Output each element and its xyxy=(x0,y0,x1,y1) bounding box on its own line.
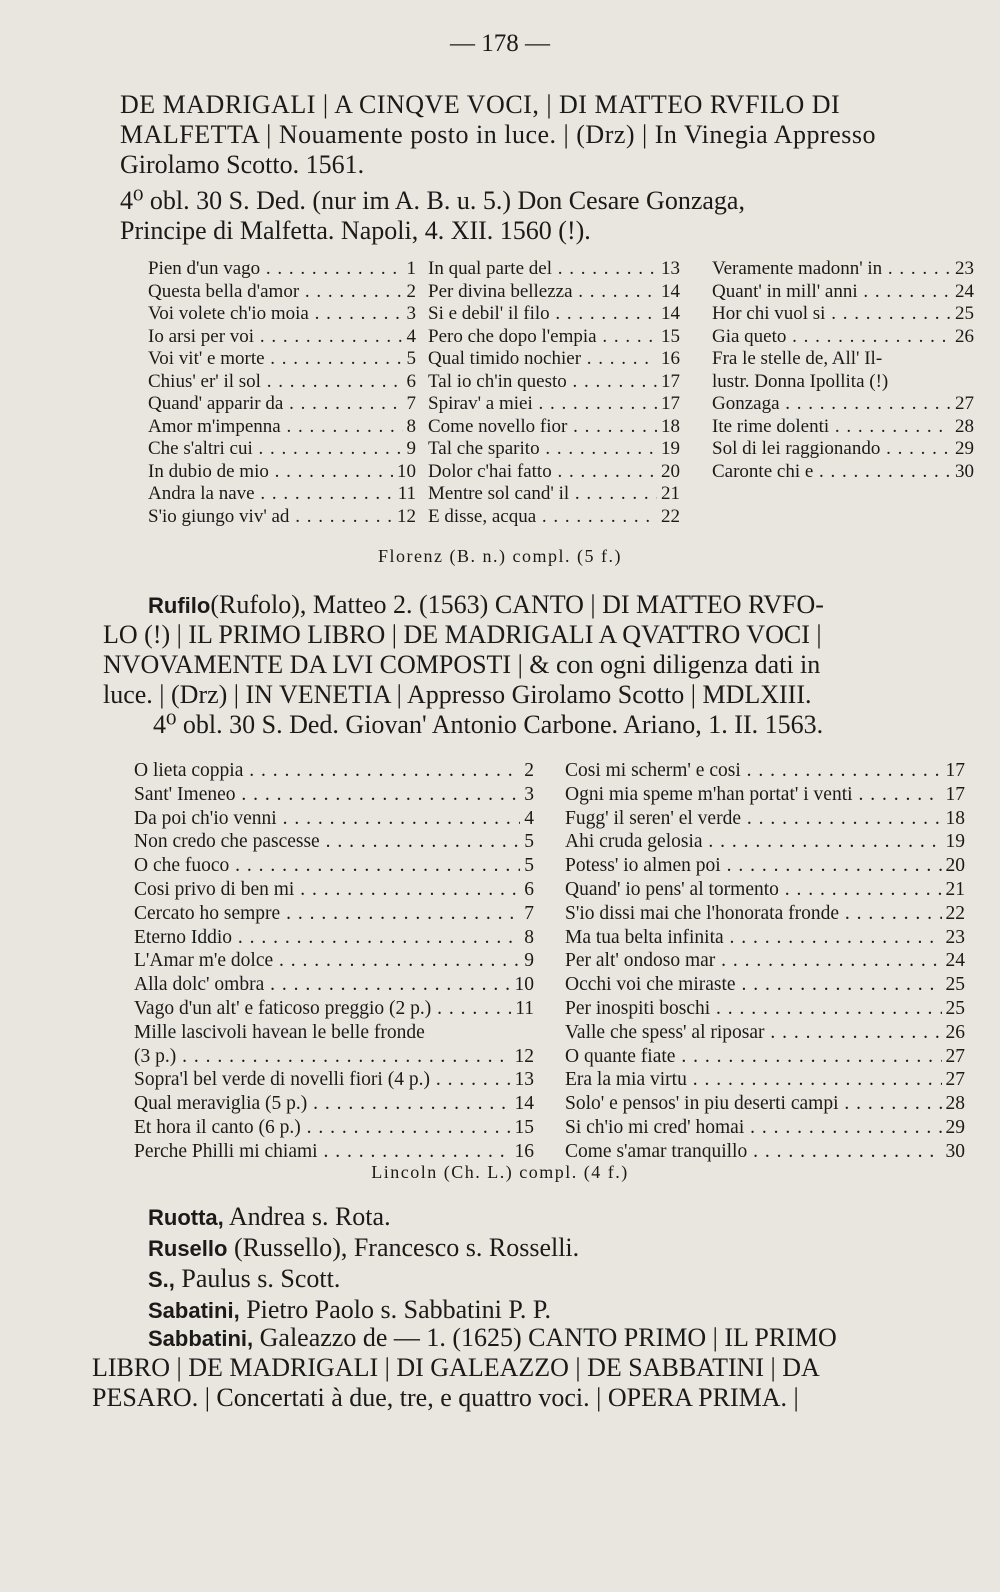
index-entry xyxy=(134,950,534,974)
index-entry-title: O quante fiate . . . xyxy=(565,1046,942,1068)
index-entry-title: Valle che spess' al riposar . . . xyxy=(565,1022,942,1044)
index-entry-title: Ite rime dolenti . . . xyxy=(712,416,951,438)
index-entry-title: Quand' io pens' al tormento . . . xyxy=(565,879,942,901)
index-entry xyxy=(712,348,974,371)
entry-3-description xyxy=(92,1325,982,1415)
index-entry-number: 14 xyxy=(661,303,680,324)
index-entry xyxy=(565,879,965,903)
index-entry-title: Andra la nave . . . xyxy=(148,483,394,505)
index-entry-number: 17 xyxy=(945,783,965,805)
index-entry xyxy=(134,1141,534,1165)
index-entry xyxy=(134,1117,534,1141)
index-entry-title: Questa bella d'amor . . . xyxy=(148,281,403,303)
index-entry xyxy=(428,483,680,506)
index-entry xyxy=(134,855,534,879)
index-entry xyxy=(148,393,416,416)
index-entry-title: Quand' apparir da . . . xyxy=(148,393,403,415)
reference-line: Sabatini, Pietro Paolo s. Sabbatini P. P. xyxy=(148,1295,552,1324)
index-entry-title: Ma tua belta infinita . . . xyxy=(565,927,942,949)
index-entry xyxy=(712,461,974,484)
index-entry-number: 19 xyxy=(945,831,965,853)
index-entry-number: 7 xyxy=(524,902,534,924)
index-entry xyxy=(428,258,680,281)
index-entry xyxy=(134,808,534,832)
index-entry-number: 12 xyxy=(397,505,416,527)
index-entry-title: Solo' e pensos' in piu deserti campi . . . xyxy=(565,1093,942,1115)
index-entry xyxy=(565,831,965,855)
index-entry-number: 28 xyxy=(955,415,974,437)
index-entry xyxy=(148,281,416,304)
entry-1-line: 4⁰ obl. 30 S. Ded. (nur im A. B. u. 5.) Don Cesare Gonzaga, xyxy=(120,186,745,215)
index-entry xyxy=(148,303,416,326)
index-entry-title: Voi volete ch'io moia . . . xyxy=(148,303,403,325)
index-entry-number: 16 xyxy=(514,1140,534,1162)
index-entry-number: 6 xyxy=(524,878,534,900)
index-entry-number: 27 xyxy=(945,1045,965,1067)
index-entry-title: Hor chi vuol si . . . xyxy=(712,303,951,325)
index-entry-number: 11 xyxy=(397,483,416,504)
index-entry-number: 26 xyxy=(945,1021,965,1043)
index-entry-number: 30 xyxy=(955,460,974,482)
index-entry xyxy=(712,371,974,394)
index-entry xyxy=(712,393,974,416)
index-entry-title: Veramente madonn' in . . . xyxy=(712,258,951,280)
index-entry-title: Sol di lei raggionando . . . xyxy=(712,438,951,460)
entry-2-line: 4⁰ obl. 30 S. Ded. Giovan' Antonio Carbone. Ariano, 1. II. 1563. xyxy=(153,710,824,739)
index-entry-number: 24 xyxy=(955,280,974,302)
entry-2-name: Rufilo xyxy=(148,593,211,618)
index-entry-title: E disse, acqua . . . xyxy=(428,506,657,528)
entry-1-holding: Florenz (B. n.) compl. (5 f.) xyxy=(378,546,622,566)
entry-3-line: LIBRO | DE MADRIGALI | DI GALEAZZO | DE SABBATINI | DA xyxy=(92,1353,820,1382)
index-entry-number: 22 xyxy=(945,902,965,924)
index-entry-title: Chius' er' il sol . . . xyxy=(148,371,403,393)
index-entry-number: 13 xyxy=(661,258,680,279)
index-entry xyxy=(565,1141,965,1165)
index-entry xyxy=(712,438,974,461)
index-entry xyxy=(134,1022,534,1046)
index-entry-title: Si ch'io mi cred' homai . . . xyxy=(565,1117,942,1139)
index-entry-number: 29 xyxy=(955,438,974,459)
index-entry-number: 10 xyxy=(514,974,534,996)
index-entry xyxy=(428,416,680,439)
reference-line: Rusello (Russello), Francesco s. Rosselli. xyxy=(148,1233,580,1262)
index-entry xyxy=(428,438,680,461)
entry-2-line: LO (!) | IL PRIMO LIBRO | DE MADRIGALI A QVATTRO VOCI | xyxy=(103,620,822,649)
entry-1-index-col3 xyxy=(712,258,974,483)
index-entry-title: Amor m'impenna . . . xyxy=(148,416,403,438)
index-entry-number: 23 xyxy=(955,258,974,279)
index-entry-number: 25 xyxy=(945,974,965,996)
index-entry xyxy=(565,927,965,951)
index-entry-number: 4 xyxy=(406,325,416,347)
index-entry-number: 19 xyxy=(661,438,680,459)
index-entry-number: 18 xyxy=(945,807,965,829)
index-entry xyxy=(565,760,965,784)
index-entry-number: 12 xyxy=(514,1045,534,1067)
index-entry-number: 5 xyxy=(406,348,416,369)
index-entry xyxy=(712,303,974,326)
index-entry xyxy=(134,998,534,1022)
index-entry-title: Spirav' a miei . . . xyxy=(428,393,657,415)
index-entry-title: L'Amar m'e dolce . . . xyxy=(134,950,520,972)
index-entry xyxy=(565,903,965,927)
index-entry-number: 22 xyxy=(661,505,680,527)
entry-1-line: MALFETTA | Nouamente posto in luce. | (Drz) | In Vinegia Appresso xyxy=(120,120,876,149)
index-entry-title: Dolor c'hai fatto . . . xyxy=(428,461,657,483)
index-entry xyxy=(134,760,534,784)
index-entry-title: Per alt' ondoso mar . . . xyxy=(565,950,942,972)
entry-2-line: NVOVAMENTE DA LVI COMPOSTI | & con ogni diligenza dati in xyxy=(103,650,821,679)
index-entry xyxy=(148,258,416,281)
index-entry-number: 26 xyxy=(955,325,974,347)
index-entry xyxy=(565,855,965,879)
index-entry-title: Come s'amar tranquillo . . . xyxy=(565,1141,942,1163)
index-entry-number: 27 xyxy=(955,393,974,414)
index-entry-number: 2 xyxy=(406,280,416,302)
index-entry-title: S'io giungo viv' ad . . . xyxy=(148,506,393,528)
index-entry-number: 7 xyxy=(406,393,416,414)
index-entry-title: Cercato ho sempre . . . xyxy=(134,903,520,925)
index-entry xyxy=(134,879,534,903)
index-entry-number: 15 xyxy=(661,325,680,347)
index-entry-title: Perche Philli mi chiami . . . xyxy=(134,1141,511,1163)
index-entry xyxy=(712,326,974,349)
index-entry xyxy=(134,927,534,951)
index-entry xyxy=(148,438,416,461)
index-entry xyxy=(712,258,974,281)
index-entry-title: Qual timido nochier . . . xyxy=(428,348,657,370)
index-entry xyxy=(428,371,680,394)
index-entry xyxy=(428,393,680,416)
index-entry-title: Ahi cruda gelosia . . . xyxy=(565,831,942,853)
index-entry-number: 8 xyxy=(406,415,416,437)
index-entry-number: 11 xyxy=(515,997,534,1019)
index-entry xyxy=(565,950,965,974)
index-entry-title: Potess' io almen poi . . . xyxy=(565,855,942,877)
index-entry-title: Tal io ch'in questo . . . xyxy=(428,371,657,393)
index-entry-number: 4 xyxy=(524,807,534,829)
index-entry-title: Gonzaga . . . xyxy=(712,393,951,415)
reference-line: S., Paulus s. Scott. xyxy=(148,1264,341,1293)
index-entry-title: Come novello fior . . . xyxy=(428,416,657,438)
index-entry xyxy=(565,1093,965,1117)
index-entry-title: Alla dolc' ombra . . . xyxy=(134,974,511,996)
index-entry-title: Occhi voi che miraste . . . xyxy=(565,974,942,996)
page-number: — 178 — xyxy=(450,30,550,57)
index-entry-number: 29 xyxy=(945,1116,965,1138)
index-entry-number: 17 xyxy=(661,370,680,392)
index-entry-number: 1 xyxy=(406,258,416,279)
entry-1-index-col1 xyxy=(148,258,416,528)
index-entry-title: Sant' Imeneo . . . xyxy=(134,784,520,806)
index-entry-title: Non credo che pascesse . . . xyxy=(134,831,520,853)
index-entry xyxy=(565,808,965,832)
index-entry-title: Era la mia virtu . . . xyxy=(565,1069,942,1091)
index-entry-title: Per inospiti boschi . . . xyxy=(565,998,942,1020)
index-entry-number: 15 xyxy=(514,1116,534,1138)
index-entry xyxy=(565,784,965,808)
index-entry-number: 5 xyxy=(524,831,534,853)
index-entry-number: 13 xyxy=(514,1069,534,1091)
index-entry-number: 27 xyxy=(945,1069,965,1091)
index-entry-number: 20 xyxy=(945,855,965,877)
index-entry xyxy=(565,1117,965,1141)
index-entry-number: 9 xyxy=(406,438,416,459)
index-entry-number: 30 xyxy=(945,1140,965,1162)
index-entry-title: Tal che sparito . . . xyxy=(428,438,657,460)
index-entry xyxy=(148,348,416,371)
index-entry-title: Caronte chi e . . . xyxy=(712,461,951,483)
entry-1-line: Principe di Malfetta. Napoli, 4. XII. 1560 (!). xyxy=(120,216,591,245)
index-entry-title: O che fuoco . . . xyxy=(134,855,520,877)
index-entry-title: Fra le stelle de, All' Il- xyxy=(712,348,883,369)
index-entry xyxy=(148,506,416,529)
entry-2-holding: Lincoln (Ch. L.) compl. (4 f.) xyxy=(371,1162,629,1182)
index-entry-title: Che s'altri cui . . . xyxy=(148,438,403,460)
index-entry-number: 23 xyxy=(945,926,965,948)
index-entry-title: Si e debil' il filo . . . xyxy=(428,303,657,325)
index-entry xyxy=(712,416,974,439)
entry-1-line: DE MADRIGALI | A CINQVE VOCI, | DI MATTEO RVFILO DI xyxy=(120,90,841,119)
index-entry xyxy=(428,348,680,371)
index-entry-number: 24 xyxy=(945,950,965,972)
index-entry-title: Da poi ch'io venni . . . xyxy=(134,808,520,830)
index-entry xyxy=(565,974,965,998)
index-entry-title: Mentre sol cand' il . . . xyxy=(428,483,657,505)
index-entry-number: 10 xyxy=(397,460,416,482)
index-entry xyxy=(428,281,680,304)
index-entry xyxy=(565,1046,965,1070)
index-entry-title: In qual parte del . . . xyxy=(428,258,657,280)
index-entry-title: Pero che dopo l'empia . . . xyxy=(428,326,657,348)
index-entry xyxy=(134,1046,534,1070)
entry-3-line: Galeazzo de — 1. (1625) CANTO PRIMO | IL PRIMO xyxy=(253,1323,837,1352)
index-entry-number: 20 xyxy=(661,460,680,482)
entry-2-index-col2 xyxy=(565,760,965,1165)
index-entry-number: 9 xyxy=(524,950,534,972)
index-entry xyxy=(148,416,416,439)
index-entry-title: Voi vit' e morte . . . xyxy=(148,348,403,370)
index-entry-title: Cosi mi scherm' e cosi . . . xyxy=(565,760,942,782)
entry-3-name: Sabbatini, xyxy=(148,1326,254,1351)
index-entry xyxy=(565,1069,965,1093)
index-entry-title: Ogni mia speme m'han portat' i venti . . . xyxy=(565,784,942,806)
index-entry-number: 21 xyxy=(661,483,680,504)
index-entry-number: 28 xyxy=(945,1093,965,1115)
index-entry-title: lustr. Donna Ipollita (!) xyxy=(712,370,889,392)
index-entry-title: Sopra'l bel verde di novelli fiori (4 p.) . . . xyxy=(134,1069,511,1091)
index-entry-title: Fugg' il seren' el verde . . . xyxy=(565,808,942,830)
entry-2-line: (Rufolo), Matteo 2. (1563) CANTO | DI MATTEO RVFO- xyxy=(210,590,824,619)
index-entry-number: 5 xyxy=(524,855,534,877)
index-entry-title: Et hora il canto (6 p.) . . . xyxy=(134,1117,511,1139)
index-entry xyxy=(428,506,680,529)
index-entry xyxy=(428,326,680,349)
index-entry-title: Gia queto . . . xyxy=(712,326,951,348)
index-entry-number: 6 xyxy=(406,370,416,392)
index-entry xyxy=(134,1093,534,1117)
index-entry xyxy=(428,461,680,484)
index-entry xyxy=(565,998,965,1022)
index-entry xyxy=(148,371,416,394)
index-entry-number: 14 xyxy=(661,280,680,302)
index-entry-title: Qual meraviglia (5 p.) . . . xyxy=(134,1093,511,1115)
index-entry-title: Pien d'un vago . . . xyxy=(148,258,403,280)
index-entry-number: 8 xyxy=(524,926,534,948)
index-entry-number: 25 xyxy=(955,303,974,324)
index-entry xyxy=(148,483,416,506)
index-entry-title: Per divina bellezza . . . xyxy=(428,281,657,303)
entry-1-line: Girolamo Scotto. 1561. xyxy=(120,150,365,179)
index-entry xyxy=(148,326,416,349)
index-entry-number: 16 xyxy=(661,348,680,369)
index-entry-number: 3 xyxy=(406,303,416,324)
index-entry-number: 17 xyxy=(661,393,680,414)
index-entry-number: 14 xyxy=(514,1093,534,1115)
index-entry xyxy=(134,784,534,808)
index-entry-number: 18 xyxy=(661,415,680,437)
index-entry xyxy=(428,303,680,326)
entry-3-line: PESARO. | Concertati à due, tre, e quattro voci. | OPERA PRIMA. | xyxy=(92,1383,799,1412)
reference-line: Ruotta, Andrea s. Rota. xyxy=(148,1202,391,1231)
index-entry-number: 17 xyxy=(945,760,965,781)
index-entry-title: Mille lascivoli havean le belle fronde xyxy=(134,1021,425,1043)
index-entry xyxy=(134,974,534,998)
index-entry-number: 21 xyxy=(945,878,965,900)
entry-2-description xyxy=(103,592,983,742)
cross-references xyxy=(148,1202,1000,1326)
index-entry xyxy=(148,461,416,484)
entry-1-index-col2 xyxy=(428,258,680,528)
index-entry-title: Quant' in mill' anni . . . xyxy=(712,281,951,303)
index-entry-title: Cosi privo di ben mi . . . xyxy=(134,879,520,901)
index-entry-title: Vago d'un alt' e faticoso preggio (2 p.) . . . xyxy=(134,998,511,1020)
index-entry-title: O lieta coppia . . . xyxy=(134,760,520,782)
index-entry xyxy=(565,1022,965,1046)
index-entry xyxy=(134,1069,534,1093)
index-entry xyxy=(134,903,534,927)
index-entry-title: In dubio de mio . . . xyxy=(148,461,393,483)
index-entry-number: 2 xyxy=(524,760,534,781)
index-entry-number: 25 xyxy=(945,997,965,1019)
index-entry-number: 3 xyxy=(524,783,534,805)
index-entry xyxy=(134,831,534,855)
entry-2-index-col1 xyxy=(134,760,534,1165)
index-entry xyxy=(712,281,974,304)
index-entry-title: Io arsi per voi . . . xyxy=(148,326,403,348)
index-entry-title: (3 p.) . . . xyxy=(134,1046,511,1068)
entry-1-description xyxy=(120,92,980,248)
entry-2-line: luce. | (Drz) | IN VENETIA | Appresso Girolamo Scotto | MDLXIII. xyxy=(103,680,812,709)
index-entry-title: Eterno Iddio . . . xyxy=(134,927,520,949)
index-entry-title: S'io dissi mai che l'honorata fronde . . . xyxy=(565,903,942,925)
